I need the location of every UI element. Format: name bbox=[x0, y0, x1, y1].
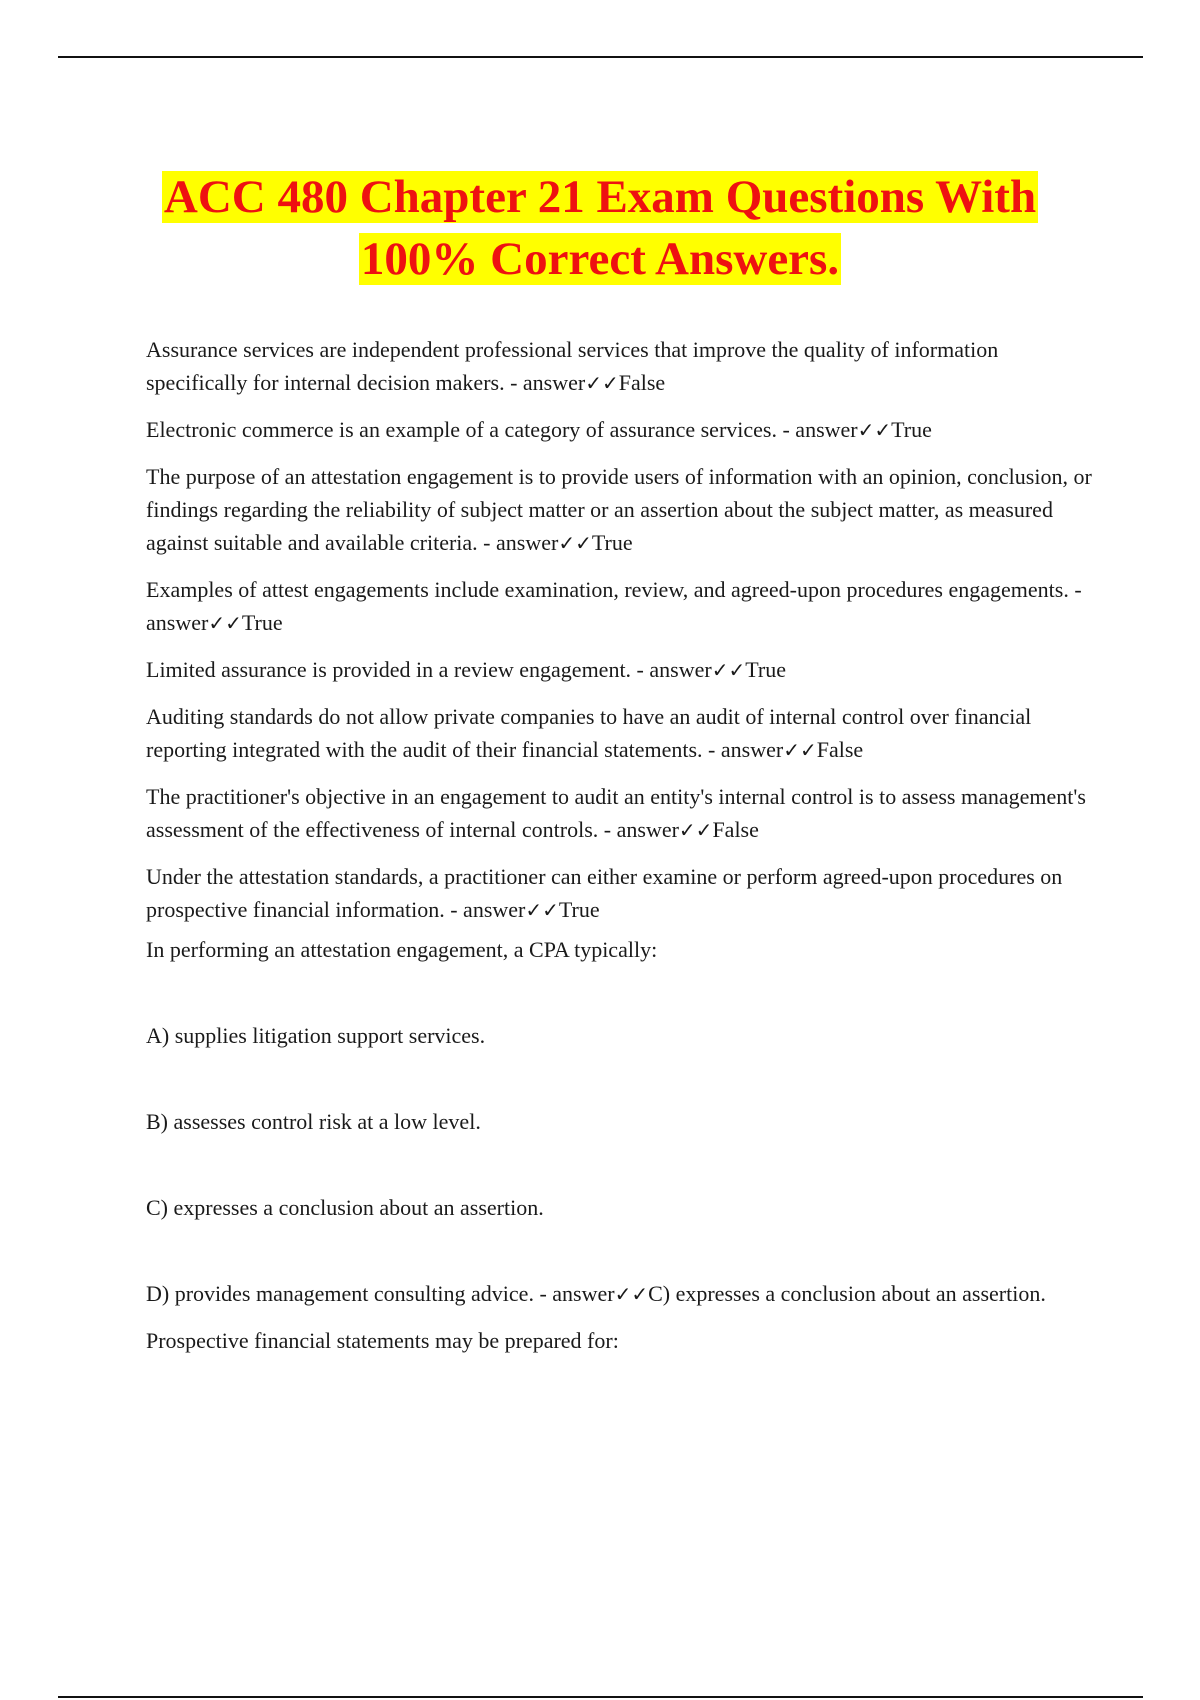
question-text: D) provides management consulting advice. - answer bbox=[146, 1281, 615, 1306]
top-rule bbox=[58, 56, 1143, 58]
title-line-2: 100% Correct Answers. bbox=[360, 233, 840, 285]
title-line-1: ACC 480 Chapter 21 Exam Questions With bbox=[163, 171, 1037, 223]
qa-item-4 bbox=[146, 573, 1096, 640]
answer-text: True bbox=[745, 657, 786, 682]
qa-item-7 bbox=[146, 780, 1096, 847]
checkmark-icon: ✓✓ bbox=[857, 418, 892, 442]
document-body bbox=[146, 333, 1096, 1370]
checkmark-icon: ✓✓ bbox=[208, 611, 242, 635]
question-text: The purpose of an attestation engagement is to provide users of information with an opinion, conclusion, or findings regarding the reliability of subject matter or an assertion about the subject matter, as measured against suitable and available criteria. - answer bbox=[146, 464, 1092, 555]
answer-text: False bbox=[816, 737, 864, 762]
checkmark-icon: ✓✓ bbox=[711, 658, 746, 682]
mcq-option-b: B) assesses control risk at a low level. bbox=[146, 1109, 481, 1134]
question-text: Examples of attest engagements include examination, review, and agreed-upon procedures engagements. - answer bbox=[146, 577, 1082, 635]
checkmark-icon: ✓✓ bbox=[678, 818, 713, 842]
checkmark-icon: ✓✓ bbox=[525, 898, 559, 922]
answer-text: C) expresses a conclusion about an assertion. bbox=[648, 1281, 1046, 1306]
answer-text: False bbox=[618, 370, 666, 395]
qa-item-1 bbox=[146, 333, 1096, 400]
mcq-option-d bbox=[146, 1277, 1096, 1311]
qa-item-5 bbox=[146, 653, 1096, 687]
answer-text: True bbox=[891, 417, 932, 442]
qa-item-6 bbox=[146, 700, 1096, 767]
checkmark-icon: ✓✓ bbox=[783, 738, 817, 762]
bottom-rule bbox=[58, 1696, 1143, 1698]
question-text: Auditing standards do not allow private companies to have an audit of internal control over financial reporting integrated with the audit of their financial statements. - answer bbox=[146, 704, 1032, 762]
answer-text: True bbox=[241, 610, 283, 635]
checkmark-icon: ✓✓ bbox=[585, 371, 619, 395]
qa-item-2 bbox=[146, 413, 1096, 447]
question-text: Electronic commerce is an example of a category of assurance services. - answer bbox=[146, 417, 858, 442]
mcq-stem: In performing an attestation engagement, a CPA typically: bbox=[146, 937, 658, 962]
checkmark-icon: ✓✓ bbox=[558, 531, 592, 555]
question-text: Under the attestation standards, a practitioner can either examine or perform agreed-upon procedures on prospective financial information. - answer bbox=[146, 864, 1063, 922]
qa-item-8 bbox=[146, 860, 1096, 927]
question-text: Limited assurance is provided in a review engagement. - answer bbox=[146, 657, 712, 682]
checkmark-icon: ✓✓ bbox=[614, 1282, 649, 1306]
document-title bbox=[0, 166, 1200, 290]
answer-text: True bbox=[591, 530, 633, 555]
question-text: Assurance services are independent professional services that improve the quality of information specifically for internal decision makers. - answer bbox=[146, 337, 999, 395]
answer-text: False bbox=[712, 817, 759, 842]
answer-text: True bbox=[558, 897, 600, 922]
qa-item-3 bbox=[146, 460, 1096, 560]
mcq-option-a: A) supplies litigation support services. bbox=[146, 1023, 486, 1048]
mcq-option-c: C) expresses a conclusion about an assertion. bbox=[146, 1195, 544, 1220]
last-question: Prospective financial statements may be prepared for: bbox=[146, 1328, 619, 1353]
question-text: The practitioner's objective in an engagement to audit an entity's internal control is to assess management's assessment of the effectiveness of internal controls. - answer bbox=[146, 784, 1086, 842]
